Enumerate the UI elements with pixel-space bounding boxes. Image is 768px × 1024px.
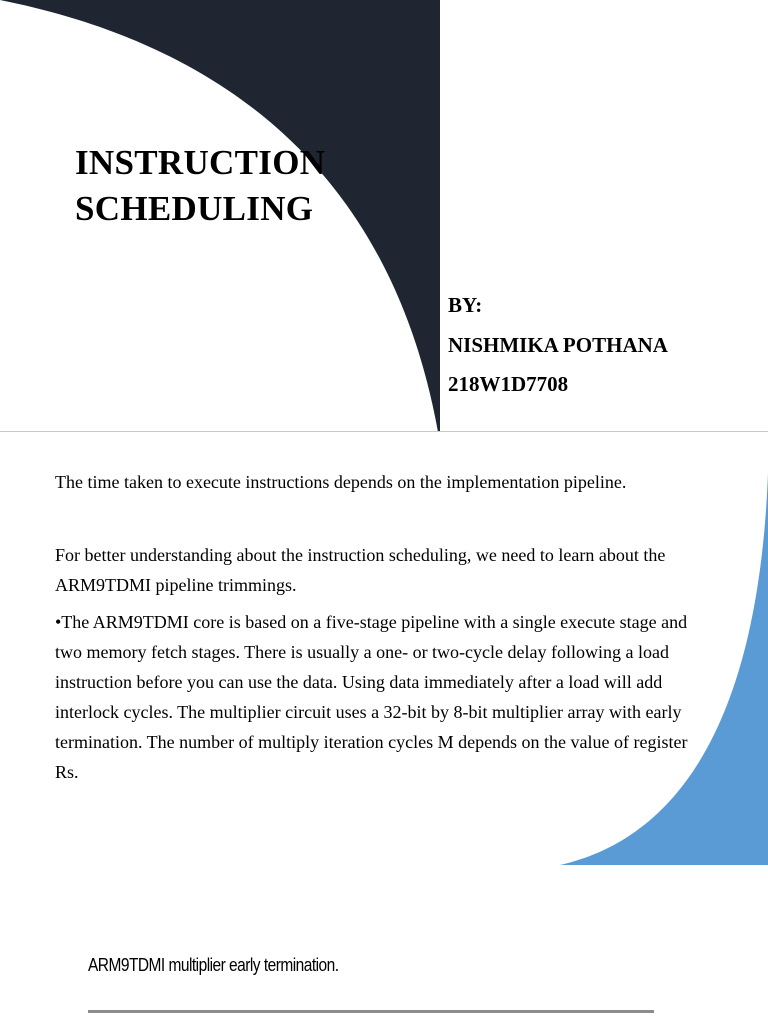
- paragraph-arm9tdmi-core: •The ARM9TDMI core is based on a five-stage pipeline with a single execute stage and two memory fetch stages. There is usually a one- or two-cycle delay following a load instruction before you can use the data. Using data immediately after a load will add interlock cycles. The multiplier circuit uses a 32-bit by 8-bit multiplier array with early termination. The number of multiply iteration cycles M depends on the value of register Rs.: [55, 612, 688, 782]
- title-line-2: SCHEDULING: [75, 189, 314, 228]
- by-label: BY:: [448, 293, 483, 317]
- author-name: NISHMIKA POTHANA: [448, 333, 668, 357]
- paragraph-understanding: For better understanding about the instruction scheduling, we need to learn about the ARM9TDMI pipeline trimmings.: [55, 545, 666, 595]
- figure-underline: [88, 1010, 654, 1013]
- roll-number: 218W1D7708: [448, 372, 569, 396]
- figure-caption: ARM9TDMI multiplier early termination.: [88, 955, 339, 975]
- paragraph-execution-time: The time taken to execute instructions depends on the implementation pipeline.: [55, 472, 627, 492]
- content-slide: [0, 433, 768, 1024]
- slide-divider-line: [0, 431, 768, 432]
- title-slide: [0, 0, 768, 432]
- title-line-1: INSTRUCTION: [75, 143, 326, 182]
